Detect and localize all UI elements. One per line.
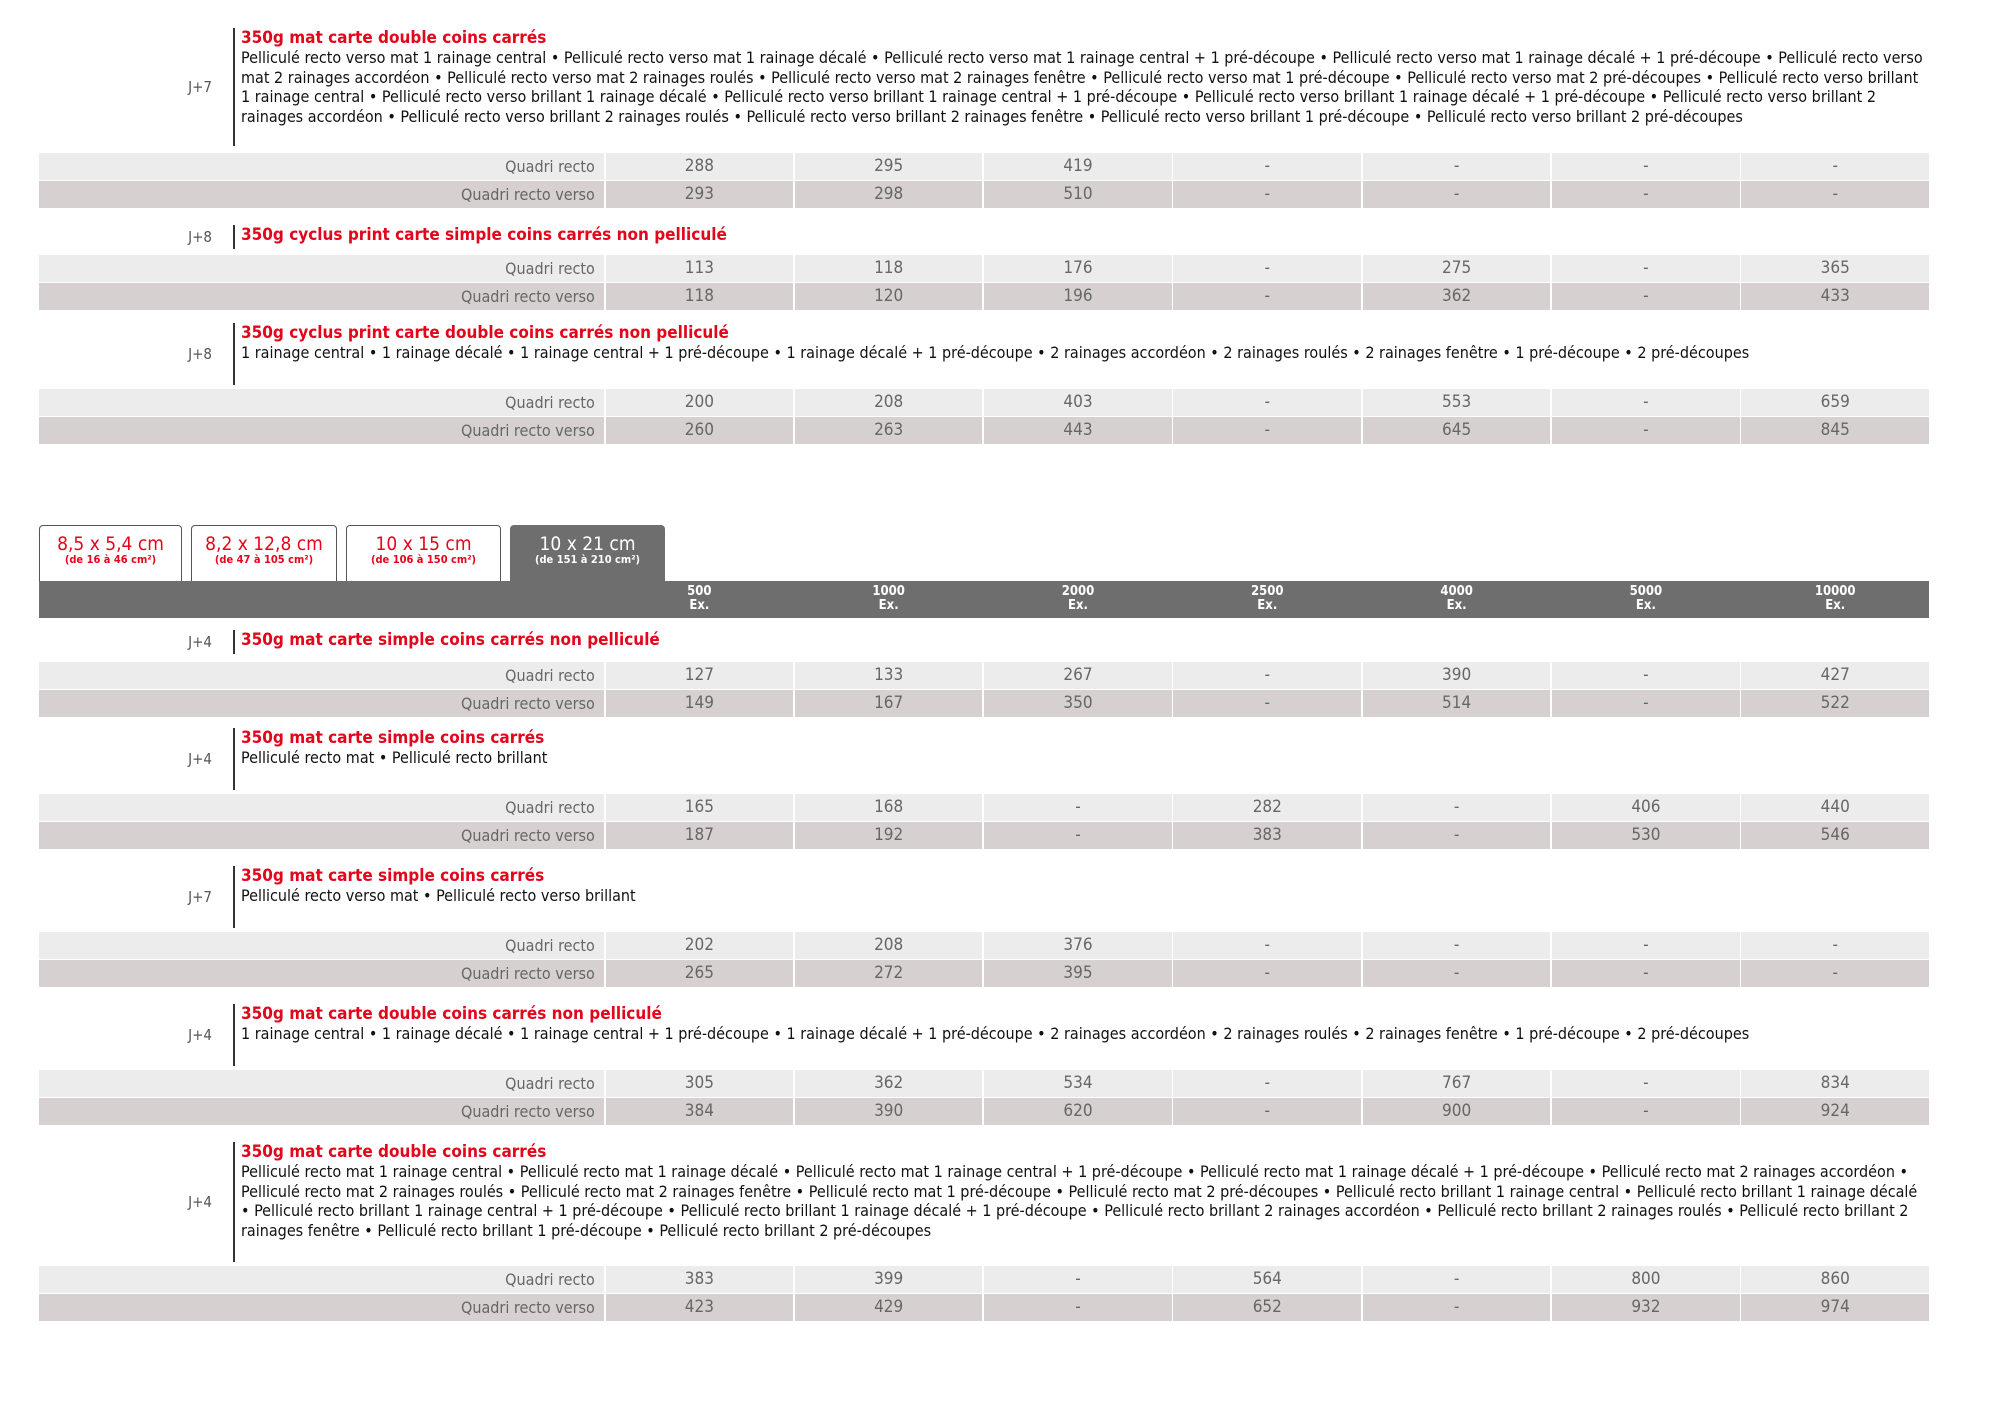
price-cell: 149 — [606, 690, 794, 717]
price-cell: 118 — [606, 283, 794, 310]
price-cell: - — [1552, 181, 1740, 208]
price-cell: 433 — [1741, 283, 1929, 310]
tab-size-label: 10 x 21 cm — [539, 533, 636, 555]
price-cell: - — [1363, 932, 1551, 959]
row-label: Quadri recto verso — [39, 283, 604, 310]
delivery-delay: J+4 — [188, 1026, 212, 1044]
product-header — [39, 1142, 1929, 1262]
price-cell: 362 — [795, 1070, 983, 1097]
price-cell: 282 — [1173, 794, 1361, 821]
price-cell: 295 — [795, 153, 983, 180]
tab-range-label: (de 106 à 150 cm²) — [370, 553, 477, 566]
tab-range-label: (de 16 à 46 cm²) — [64, 553, 157, 566]
size-tabs — [39, 525, 674, 581]
row-label: Quadri recto — [39, 153, 604, 180]
row-label: Quadri recto — [39, 932, 604, 959]
price-cell: 275 — [1363, 255, 1551, 282]
product-section — [39, 1142, 1929, 1321]
tab-size-10x21[interactable] — [510, 525, 665, 581]
delivery-delay: J+7 — [188, 888, 212, 906]
price-cell: 133 — [795, 662, 983, 689]
product-title: 350g mat carte simple coins carrés non pelliculé — [241, 630, 660, 650]
price-cell: - — [1552, 960, 1740, 987]
product-header — [39, 28, 1929, 146]
row-label: Quadri recto verso — [39, 690, 604, 717]
table-row — [39, 153, 1929, 180]
product-title: 350g cyclus print carte simple coins carrés non pelliculé — [241, 225, 727, 245]
price-cell: - — [1173, 662, 1361, 689]
price-cell: 932 — [1552, 1294, 1740, 1321]
price-cell: 288 — [606, 153, 794, 180]
price-cell: 113 — [606, 255, 794, 282]
product-options: Pelliculé recto verso mat 1 rainage central • Pelliculé recto verso mat 1 rainage décalé • Pelliculé recto verso mat 1 rainage central + 1 pré-découpe • Pelliculé recto verso mat 1 rainage décalé + 1 pré-découpe • Pelliculé recto verso mat 2 rainages accordéon • Pelliculé recto verso mat 2 rainages roulés • Pelliculé recto verso mat 2 rainages fenêtre • Pelliculé recto verso mat 1 pré-découpe • Pelliculé recto verso mat 2 pré-découpes • Pelliculé recto verso brillant 1 rainage central • Pelliculé recto verso brillant 1 rainage décalé • Pelliculé recto verso brillant 1 rainage central + 1 pré-découpe • Pelliculé recto verso brillant 1 rainage décalé + 1 pré-découpe • Pelliculé recto verso brillant 2 rainages accordéon • Pelliculé recto verso brillant 2 rainages roulés • Pelliculé recto verso brillant 2 rainages fenêtre • Pelliculé recto verso brillant 1 pré-découpe • Pelliculé recto verso brillant 2 pré-découpes — [241, 48, 1923, 126]
product-title: 350g mat carte simple coins carrés — [241, 866, 545, 886]
price-cell: 376 — [984, 932, 1172, 959]
product-options: Pelliculé recto verso mat • Pelliculé recto verso brillant — [241, 886, 636, 905]
product-section — [39, 630, 1929, 717]
price-cell: - — [1173, 153, 1361, 180]
product-header — [39, 866, 1929, 928]
price-cell: 265 — [606, 960, 794, 987]
price-cell: - — [1552, 283, 1740, 310]
column-header: 10000 Ex. — [1814, 584, 1856, 613]
price-cell: - — [1552, 1098, 1740, 1125]
delivery-delay: J+8 — [188, 228, 212, 246]
table-row — [39, 255, 1929, 282]
product-title: 350g cyclus print carte double coins carrés non pelliculé — [241, 323, 729, 343]
price-cell: - — [1552, 153, 1740, 180]
price-cell: - — [984, 822, 1172, 849]
table-row — [39, 1070, 1929, 1097]
price-cell: - — [984, 794, 1172, 821]
price-cell: 200 — [606, 389, 794, 416]
row-label: Quadri recto verso — [39, 417, 604, 444]
product-options: 1 rainage central • 1 rainage décalé • 1 rainage central + 1 pré-découpe • 1 rainage décalé + 1 pré-découpe • 2 rainages accordéon • 2 rainages roulés • 2 rainages fenêtre • 1 pré-découpe • 2 pré-découpes — [241, 1024, 1750, 1043]
price-cell: 395 — [984, 960, 1172, 987]
price-cell: 530 — [1552, 822, 1740, 849]
price-cell: - — [1552, 690, 1740, 717]
price-cell: - — [1363, 1266, 1551, 1293]
price-cell: - — [1173, 389, 1361, 416]
price-cell: - — [1363, 1294, 1551, 1321]
table-row — [39, 822, 1929, 849]
table-row — [39, 417, 1929, 444]
price-cell: - — [1552, 1070, 1740, 1097]
price-cell: 267 — [984, 662, 1172, 689]
price-cell: - — [1552, 389, 1740, 416]
price-cell: 192 — [795, 822, 983, 849]
price-cell: 403 — [984, 389, 1172, 416]
product-header — [39, 225, 1929, 249]
price-cell: 427 — [1741, 662, 1929, 689]
row-label: Quadri recto verso — [39, 181, 604, 208]
column-header: 4000 Ex. — [1440, 584, 1473, 613]
tab-range-label: (de 47 à 105 cm²) — [214, 553, 314, 566]
table-row — [39, 690, 1929, 717]
price-cell: 362 — [1363, 283, 1551, 310]
price-cell: 564 — [1173, 1266, 1361, 1293]
tab-size-label: 8,5 x 5,4 cm — [57, 533, 164, 555]
price-cell: 165 — [606, 794, 794, 821]
price-cell: 534 — [984, 1070, 1172, 1097]
price-cell: - — [984, 1266, 1172, 1293]
price-cell: - — [1741, 153, 1929, 180]
delivery-delay: J+4 — [188, 633, 212, 651]
table-row — [39, 794, 1929, 821]
column-header: 2500 Ex. — [1251, 584, 1284, 613]
price-cell: 298 — [795, 181, 983, 208]
tab-size-8-2x12-8[interactable] — [191, 525, 337, 581]
row-label: Quadri recto — [39, 794, 604, 821]
price-cell: 553 — [1363, 389, 1551, 416]
price-cell: - — [1363, 960, 1551, 987]
row-label: Quadri recto verso — [39, 1098, 604, 1125]
table-row — [39, 1098, 1929, 1125]
price-cell: - — [1173, 960, 1361, 987]
price-cell: 443 — [984, 417, 1172, 444]
price-cell: - — [1741, 932, 1929, 959]
product-section — [39, 323, 1929, 444]
product-title: 350g mat carte simple coins carrés — [241, 728, 545, 748]
product-title: 350g mat carte double coins carrés — [241, 28, 547, 48]
price-cell: - — [1173, 690, 1361, 717]
price-cell: 365 — [1741, 255, 1929, 282]
price-cell: - — [1173, 181, 1361, 208]
delivery-delay: J+7 — [188, 78, 212, 96]
price-cell: 406 — [1552, 794, 1740, 821]
price-cell: 440 — [1741, 794, 1929, 821]
table-row — [39, 389, 1929, 416]
row-label: Quadri recto verso — [39, 1294, 604, 1321]
price-cell: 429 — [795, 1294, 983, 1321]
price-cell: 384 — [606, 1098, 794, 1125]
product-section — [39, 28, 1929, 208]
price-cell: 293 — [606, 181, 794, 208]
price-cell: 196 — [984, 283, 1172, 310]
product-title: 350g mat carte double coins carrés non pelliculé — [241, 1004, 662, 1024]
price-cell: 522 — [1741, 690, 1929, 717]
price-cell: - — [1363, 153, 1551, 180]
price-cell: 390 — [1363, 662, 1551, 689]
price-cell: 546 — [1741, 822, 1929, 849]
price-cell: 767 — [1363, 1070, 1551, 1097]
price-cell: 900 — [1363, 1098, 1551, 1125]
table-row — [39, 1266, 1929, 1293]
price-cell: 620 — [984, 1098, 1172, 1125]
price-cell: - — [1173, 1070, 1361, 1097]
price-cell: 383 — [606, 1266, 794, 1293]
price-cell: 383 — [1173, 822, 1361, 849]
price-cell: 514 — [1363, 690, 1551, 717]
price-cell: 645 — [1363, 417, 1551, 444]
table-row — [39, 283, 1929, 310]
price-cell: 168 — [795, 794, 983, 821]
price-cell: - — [1173, 417, 1361, 444]
price-cell: - — [1363, 181, 1551, 208]
price-cell: 176 — [984, 255, 1172, 282]
tab-size-label: 10 x 15 cm — [375, 533, 472, 555]
price-cell: - — [1552, 255, 1740, 282]
tab-size-label: 8,2 x 12,8 cm — [205, 533, 323, 555]
price-cell: 208 — [795, 389, 983, 416]
price-cell: - — [1552, 417, 1740, 444]
price-cell: - — [1741, 960, 1929, 987]
product-title: 350g mat carte double coins carrés — [241, 1142, 547, 1162]
price-cell: - — [1363, 794, 1551, 821]
product-section — [39, 866, 1929, 987]
price-cell: 834 — [1741, 1070, 1929, 1097]
product-options: Pelliculé recto mat • Pelliculé recto brillant — [241, 748, 548, 767]
row-label: Quadri recto — [39, 1070, 604, 1097]
price-cell: 659 — [1741, 389, 1929, 416]
price-cell: - — [984, 1294, 1172, 1321]
price-cell: 120 — [795, 283, 983, 310]
price-cell: - — [1552, 662, 1740, 689]
price-cell: 208 — [795, 932, 983, 959]
price-cell: 860 — [1741, 1266, 1929, 1293]
row-label: Quadri recto verso — [39, 822, 604, 849]
delivery-delay: J+4 — [188, 750, 212, 768]
table-row — [39, 181, 1929, 208]
price-cell: 305 — [606, 1070, 794, 1097]
price-cell: 399 — [795, 1266, 983, 1293]
product-section — [39, 728, 1929, 849]
price-cell: - — [1173, 932, 1361, 959]
table-row — [39, 932, 1929, 959]
price-cell: - — [1173, 1098, 1361, 1125]
price-cell: 187 — [606, 822, 794, 849]
price-cell: 260 — [606, 417, 794, 444]
price-cell: 845 — [1741, 417, 1929, 444]
product-header — [39, 728, 1929, 790]
price-cell: - — [1741, 181, 1929, 208]
column-header: 500 Ex. — [687, 584, 712, 613]
product-section — [39, 1004, 1929, 1125]
price-cell: 272 — [795, 960, 983, 987]
price-cell: 390 — [795, 1098, 983, 1125]
price-cell: 202 — [606, 932, 794, 959]
price-cell: - — [1552, 932, 1740, 959]
price-cell: 127 — [606, 662, 794, 689]
delivery-delay: J+4 — [188, 1193, 212, 1211]
table-row — [39, 1294, 1929, 1321]
product-header — [39, 323, 1929, 385]
price-cell: 924 — [1741, 1098, 1929, 1125]
product-options: 1 rainage central • 1 rainage décalé • 1 rainage central + 1 pré-découpe • 1 rainage décalé + 1 pré-découpe • 2 rainages accordéon • 2 rainages roulés • 2 rainages fenêtre • 1 pré-découpe • 2 pré-découpes — [241, 343, 1750, 362]
price-cell: 974 — [1741, 1294, 1929, 1321]
price-cell: - — [1363, 822, 1551, 849]
row-label: Quadri recto — [39, 1266, 604, 1293]
product-section — [39, 225, 1929, 310]
quantity-header — [39, 581, 1929, 618]
product-options: Pelliculé recto mat 1 rainage central • Pelliculé recto mat 1 rainage décalé • Pelliculé recto mat 1 rainage central + 1 pré-découpe • Pelliculé recto mat 1 rainage décalé + 1 pré-découpe • Pelliculé recto mat 2 rainages accordéon • Pelliculé recto mat 2 rainages roulés • Pelliculé recto mat 2 rainages fenêtre • Pelliculé recto mat 1 pré-découpe • Pelliculé recto mat 2 pré-découpes • Pelliculé recto brillant 1 rainage central • Pelliculé recto brillant 1 rainage décalé • Pelliculé recto brillant 1 rainage central + 1 pré-découpe • Pelliculé recto brillant 1 rainage décalé + 1 pré-découpe • Pelliculé recto brillant 2 rainages accordéon • Pelliculé recto brillant 2 rainages roulés • Pelliculé recto brillant 2 rainages fenêtre • Pelliculé recto brillant 1 pré-découpe • Pelliculé recto brillant 2 pré-découpes — [241, 1162, 1918, 1240]
tab-size-8-5x5-4[interactable] — [39, 525, 182, 581]
column-header: 1000 Ex. — [872, 584, 905, 613]
tab-size-10x15[interactable] — [346, 525, 501, 581]
price-cell: 350 — [984, 690, 1172, 717]
row-label: Quadri recto — [39, 389, 604, 416]
column-header: 2000 Ex. — [1061, 584, 1095, 613]
price-cell: - — [1173, 283, 1361, 310]
table-row — [39, 662, 1929, 689]
price-cell: 167 — [795, 690, 983, 717]
table-row — [39, 960, 1929, 987]
price-cell: 423 — [606, 1294, 794, 1321]
tab-range-label: (de 151 à 210 cm²) — [534, 553, 641, 566]
column-header: 5000 Ex. — [1629, 584, 1663, 613]
price-cell: 419 — [984, 153, 1172, 180]
row-label: Quadri recto — [39, 662, 604, 689]
row-label: Quadri recto — [39, 255, 604, 282]
product-header — [39, 1004, 1929, 1066]
price-cell: 652 — [1173, 1294, 1361, 1321]
price-cell: 800 — [1552, 1266, 1740, 1293]
product-header — [39, 630, 1929, 654]
price-cell: - — [1173, 255, 1361, 282]
row-label: Quadri recto verso — [39, 960, 604, 987]
price-cell: 118 — [795, 255, 983, 282]
price-cell: 263 — [795, 417, 983, 444]
delivery-delay: J+8 — [188, 345, 212, 363]
price-cell: 510 — [984, 181, 1172, 208]
